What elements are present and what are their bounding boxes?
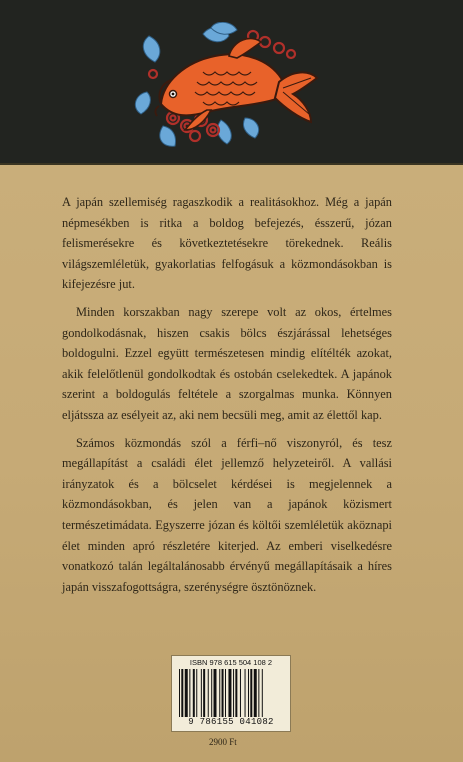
isbn-text: ISBN 978 615 504 108 2 xyxy=(189,658,273,667)
barcode-label xyxy=(171,655,291,732)
blurb-paragraph-3: Számos közmondás szól a férfi–nő viszonyról, és tesz megállapítást a családi élet jellemző helyzeteiről. A vallási irányzatok és a bölcselet kérdései is megjelennek a közmondásokban, és jelen van a japánok közismert természetimádata. Egyszerre józan és költői szemléletük aköznapi élet minden apró részletére kiterjed. Az emberi viselkedésre vonatkozó talán legáltalánosabb érvényű megállapításaik a híres japán visszafogottságra, szerénységre ösztönöznek. xyxy=(62,435,392,594)
koi-fish-icon xyxy=(133,22,323,152)
barcode-icon xyxy=(179,669,285,717)
blurb-paragraph-2: Minden korszakban nagy szerepe volt az okos, értelmes gondolkodásnak, hiszen csakis bölcs észjárással lehetséges boldogulni. Ezzel együtt természetesen mindig elítélték azokat, akik felelőtlenül gondolkodtak és ostobán cselekedtek. A japánok szerint a boldogulás feltétele a szorgalmas munka. Könnyen eljátssza az esélyeit az, aki nem becsüli meg, amit az élettől kap. xyxy=(62,304,392,422)
blurb-text xyxy=(62,192,392,604)
price-text: 2900 Ft xyxy=(209,737,237,747)
top-band xyxy=(0,0,463,165)
barcode-digits: 9 786155 041082 xyxy=(188,717,274,727)
blurb-paragraph-1: A japán szellemiség ragaszkodik a realitásokhoz. Még a japán népmesékben is ritka a boldog befejezés, ésszerű, józan felismerésekre és következtetésekre törekednek. Reális világszemléletük, gyakorlatias felfogásuk a közmondásokban is kifejezésre jut. xyxy=(62,195,392,292)
